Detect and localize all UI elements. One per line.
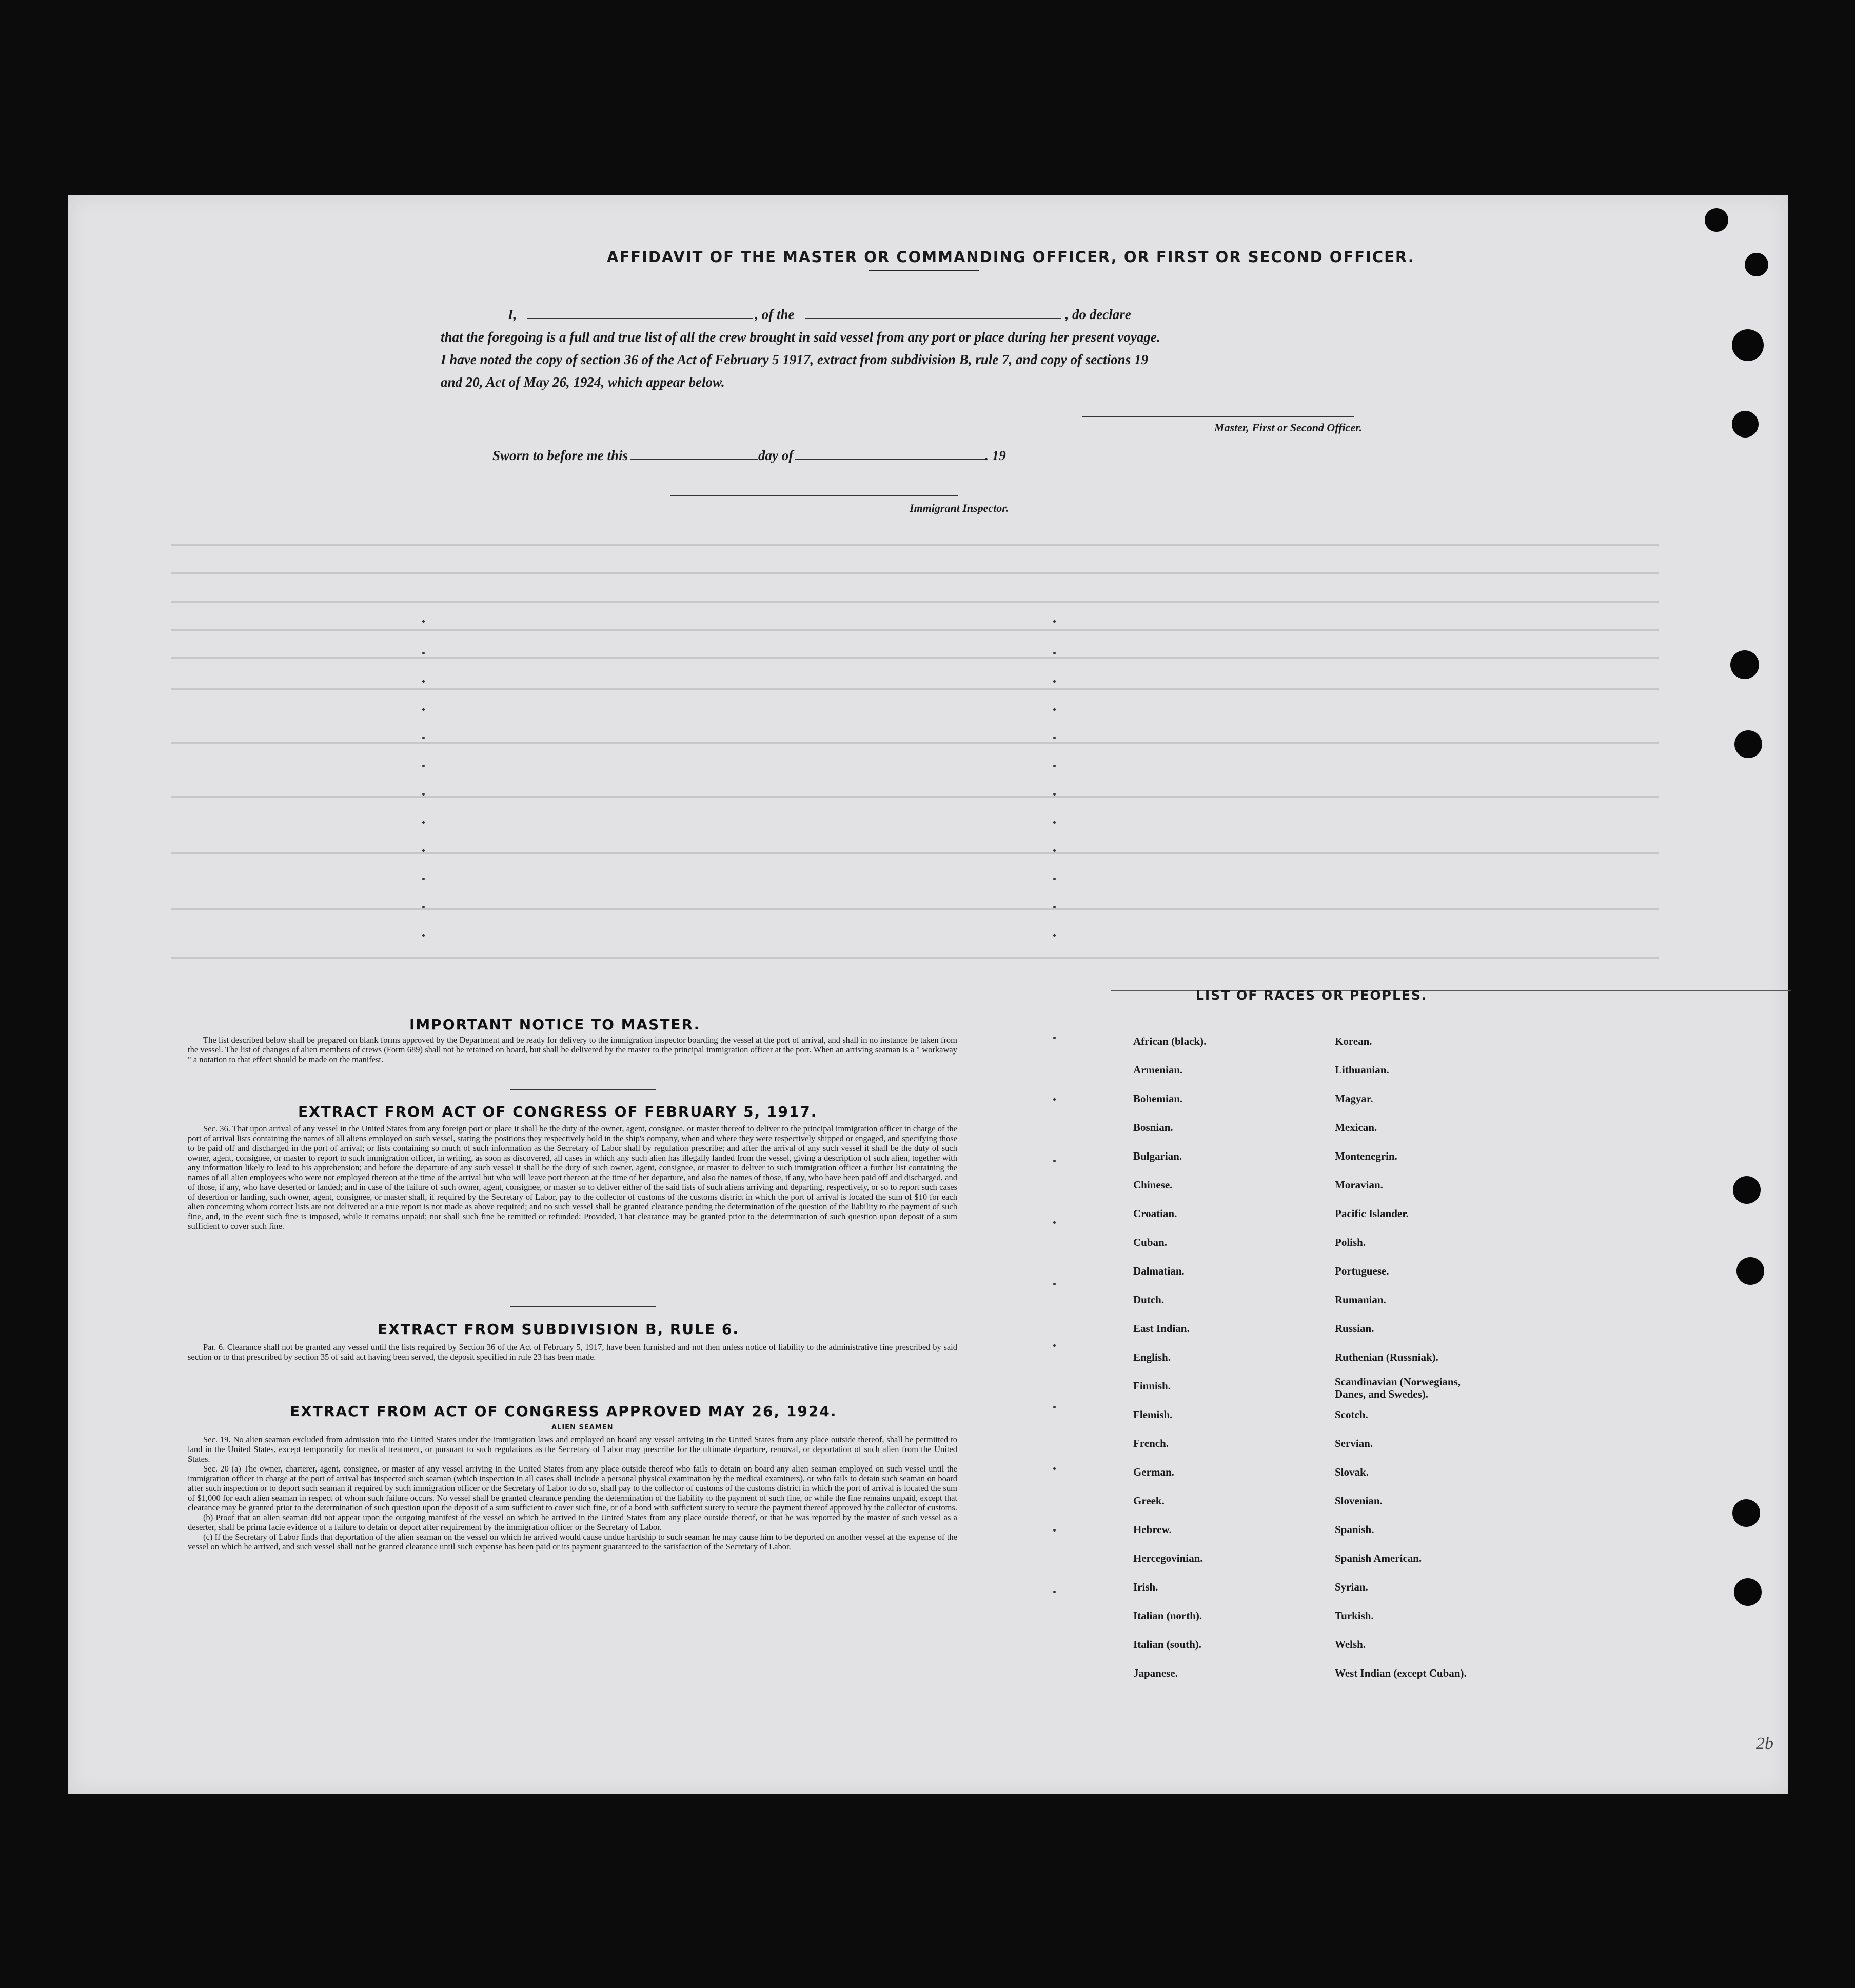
guide-dot — [422, 821, 425, 824]
guide-dot — [1053, 1160, 1056, 1162]
guide-dot — [1053, 906, 1056, 908]
bleed-through-row — [171, 572, 1659, 574]
affidavit-title: AFFIDAVIT OF THE MASTER OR COMMANDING OFFICER, OR FIRST OR SECOND OFFICER. — [607, 248, 1415, 266]
sworn-day-label: day of — [758, 448, 794, 463]
alien-seamen-subtitle: ALIEN SEAMEN — [551, 1424, 614, 1432]
guide-dot — [1053, 708, 1056, 711]
extract-1924-body — [188, 1435, 957, 1552]
guide-dot — [422, 793, 425, 796]
guide-dot — [1053, 680, 1056, 683]
binding-hole — [1733, 1176, 1761, 1204]
race-item: West Indian (except Cuban). — [1335, 1667, 1467, 1679]
race-item: Portuguese. — [1335, 1265, 1389, 1277]
bleed-through-row — [171, 544, 1659, 546]
sec-20b-paragraph: (b) Proof that an alien seaman did not appear upon the outgoing manifest of the vessel on which he arrived in the United States from any place outside thereof, or that he was reported by the master of such vessel as a deserter, shall be prima facie evidence of a failure to detain or deport after requirement by the immigration officer or the Secretary of Labor. — [188, 1513, 957, 1532]
sworn-month-blank[interactable] — [795, 459, 985, 460]
subdivision-body — [188, 1342, 957, 1362]
par-6-paragraph: Par. 6. Clearance shall not be granted any vessel until the lists required by Section 36 of the Act of February 5, 1917, have been furnished and not then unless notice of liability to the administrative fine prescribed by said section or to that prescribed by section 35 of said act having been served, the deposit specified in rule 23 has been made. — [188, 1342, 957, 1362]
guide-dot — [422, 737, 425, 739]
affidavit-line-2: that the foregoing is a full and true list of all the crew brought in said vessel from any port or place during her present voyage. — [441, 329, 1160, 345]
title-underline — [869, 270, 979, 271]
race-item: Bohemian. — [1133, 1092, 1183, 1105]
sec-36-paragraph: Sec. 36. That upon arrival of any vessel in the United States from any foreign port or place it shall be the duty of the owner, agent, consignee, or master thereof to deliver to the principal immigration officer in charge of the port of arrival lists containing the names of all aliens employed on such vessel, stating the positions they respectively hold in the ship's company, when and where they were respectively shipped or engaged, and specifying those to be paid off and discharged in the port of arrival; or lists containing so much of such information as the Secretary of Labor shall by regulation prescribe; and after the arrival of any such vessel it shall be the duty of such owner, agent, consignee, or master to report to such immigration officer, in writing, as soon as discovered, all cases in which any such alien has illegally landed from the vessel, giving a description of such alien, together with any information likely to lead to his apprehension; and before the departure of any such vessel it shall be the duty of such owner, agent, consignee, or master to deliver to such immigration officer a further list containing the names of all alien employees who were not employed thereon at the time of the arrival but who will leave port thereon at the time of her departure, and also the names of those, if any, who have been paid off and discharged, and of those, if any, who have deserted or landed; and in case of the failure of such owner, agent, consignee, or master so to deliver either of the said lists of such aliens arriving and departing, respectively, or so to report such cases of desertion or landing, such owner, agent, consignee, or master shall, if required by the Secretary of Labor, pay to the collector of customs of the customs district in which the port of arrival is located the sum of $10 for each alien concerning whom correct lists are not delivered or a true report is not made as above required; and no such vessel shall be granted clearance pending the determination of the question of the liability to the payment of such fine, and, in the event such fine is imposed, while it remains unpaid; nor shall such fine be remitted or refunded: Provided, That clearance may be granted prior to the determination of such question upon deposit of a sum sufficient to cover such fine. — [188, 1124, 957, 1231]
notice-paragraph: The list described below shall be prepared on blank forms approved by the Department and be ready for delivery to the immigration inspector boarding the vessel at the port of arrival, and shall in no instance be taken from the vessel. The list of changes of alien members of crews (Form 689) shall not be retained on board, but shall be delivered by the master to the principal immigration officer at the port. When an arriving seaman is a " workaway " a notation to that effect should be made on the manifest. — [188, 1035, 957, 1064]
label-declare: , do declare — [1065, 307, 1131, 322]
label-i: I, — [508, 307, 517, 322]
race-item: Magyar. — [1335, 1092, 1373, 1105]
extract-1917-body — [188, 1124, 957, 1231]
sworn-year: . 19 — [985, 448, 1006, 463]
guide-dot — [1053, 821, 1056, 824]
subdivision-title: EXTRACT FROM SUBDIVISION B, RULE 6. — [378, 1321, 739, 1338]
race-item: Spanish American. — [1335, 1552, 1422, 1564]
guide-dot — [1053, 1591, 1056, 1593]
binding-hole — [1732, 329, 1764, 361]
guide-dot — [422, 620, 425, 623]
guide-dot — [422, 652, 425, 654]
sec-19-paragraph: Sec. 19. No alien seaman excluded from admission into the United States under the immigration laws and employed on board any vessel arriving in the United States from any place outside thereof, shall be permitted to land in the United States, except temporarily for medical treatment, or pursuant to such regulations as the Secretary of Labor may prescribe for the ultimate departure, removal, or deportation of such alien from the United States. — [188, 1435, 957, 1464]
extract-1917-title: EXTRACT FROM ACT OF CONGRESS OF FEBRUARY 5, 1917. — [298, 1103, 818, 1120]
guide-dot — [1053, 1037, 1056, 1039]
race-item: Moravian. — [1335, 1179, 1383, 1191]
race-item: English. — [1133, 1351, 1171, 1363]
race-item: Spanish. — [1335, 1523, 1374, 1536]
handwritten-page-mark: 2b — [1756, 1734, 1773, 1753]
sworn-line — [492, 448, 1006, 464]
bleed-through-row — [171, 742, 1659, 744]
guide-dot — [1053, 849, 1056, 852]
guide-dot — [422, 708, 425, 711]
guide-dot — [1053, 1406, 1056, 1408]
race-item: Armenian. — [1133, 1064, 1183, 1076]
bleed-through-row — [171, 852, 1659, 854]
name-blank[interactable] — [527, 317, 753, 319]
signature-label: Master, First or Second Officer. — [1214, 421, 1363, 434]
binding-hole — [1736, 1257, 1764, 1285]
race-item: Turkish. — [1335, 1609, 1374, 1622]
guide-dot — [422, 906, 425, 908]
binding-hole — [1705, 208, 1728, 232]
race-item: Italian (north). — [1133, 1609, 1202, 1622]
section-separator — [510, 1306, 656, 1307]
manifest-sheet — [68, 195, 1788, 1794]
race-item: Flemish. — [1133, 1408, 1173, 1421]
binding-hole — [1730, 650, 1759, 679]
race-item: Bosnian. — [1133, 1121, 1173, 1134]
race-item: Chinese. — [1133, 1179, 1173, 1191]
race-item: Servian. — [1335, 1437, 1373, 1449]
guide-dot — [1053, 1344, 1056, 1347]
guide-dot — [1053, 737, 1056, 739]
race-item: African (black). — [1133, 1035, 1207, 1047]
guide-dot — [1053, 1221, 1056, 1224]
guide-dot — [422, 934, 425, 937]
binding-hole — [1732, 411, 1759, 438]
inspector-label: Immigrant Inspector. — [910, 502, 1009, 514]
race-item: Italian (south). — [1133, 1638, 1202, 1651]
race-item: Croatian. — [1133, 1207, 1177, 1220]
race-item: Dutch. — [1133, 1294, 1165, 1306]
guide-dot — [422, 680, 425, 683]
race-item: Hercegovinian. — [1133, 1552, 1203, 1564]
race-item: Lithuanian. — [1335, 1064, 1389, 1076]
notice-body — [188, 1035, 957, 1064]
guide-dot — [1053, 652, 1056, 654]
sworn-day-blank[interactable] — [630, 459, 758, 460]
race-item: Scandinavian (Norwegians, Danes, and Swedes). — [1335, 1376, 1461, 1400]
race-item: Greek. — [1133, 1495, 1165, 1507]
race-item: Russian. — [1335, 1322, 1374, 1335]
race-item: East Indian. — [1133, 1322, 1190, 1335]
binding-hole — [1732, 1499, 1760, 1527]
race-item: Rumanian. — [1335, 1294, 1386, 1306]
race-item: Finnish. — [1133, 1380, 1171, 1392]
signature-line[interactable] — [1082, 416, 1354, 417]
race-item: Hebrew. — [1133, 1523, 1172, 1536]
guide-dot — [1053, 793, 1056, 796]
affidavit-line-1 — [508, 307, 1131, 323]
race-item: Japanese. — [1133, 1667, 1178, 1679]
affidavit-line-3: I have noted the copy of section 36 of the Act of February 5 1917, extract from subdivision B, rule 7, and copy of sections 19 — [441, 352, 1148, 367]
bleed-through-row — [171, 629, 1659, 631]
race-item: Montenegrin. — [1335, 1150, 1397, 1162]
bleed-through-row — [171, 657, 1659, 659]
affidavit-line-4: and 20, Act of May 26, 1924, which appear below. — [441, 374, 725, 390]
race-item: Korean. — [1335, 1035, 1372, 1047]
extract-1924-title: EXTRACT FROM ACT OF CONGRESS APPROVED MAY 26, 1924. — [290, 1403, 837, 1420]
guide-dot — [1053, 1283, 1056, 1285]
binding-hole — [1734, 1578, 1762, 1606]
race-item: Pacific Islander. — [1335, 1207, 1409, 1220]
vessel-blank[interactable] — [805, 317, 1061, 319]
guide-dot — [1053, 1529, 1056, 1532]
guide-dot — [1053, 765, 1056, 767]
inspector-signature-line[interactable] — [670, 495, 958, 496]
race-item: French. — [1133, 1437, 1169, 1449]
bleed-through-row — [171, 601, 1659, 603]
guide-dot — [422, 878, 425, 880]
races-title: LIST OF RACES OR PEOPLES. — [1196, 988, 1428, 1003]
guide-dot — [1053, 878, 1056, 880]
guide-dot — [1053, 620, 1056, 623]
guide-dot — [1053, 934, 1056, 937]
race-item: Irish. — [1133, 1581, 1158, 1593]
race-item: Cuban. — [1133, 1236, 1167, 1248]
race-item: Dalmatian. — [1133, 1265, 1185, 1277]
race-item: Slovenian. — [1335, 1495, 1383, 1507]
race-item: Welsh. — [1335, 1638, 1366, 1651]
race-item: Ruthenian (Russniak). — [1335, 1351, 1438, 1363]
bleed-through-row — [171, 957, 1659, 959]
binding-hole — [1745, 253, 1768, 276]
sec-20c-paragraph: (c) If the Secretary of Labor finds that deportation of the alien seaman on the vessel on which he arrived would cause undue hardship to such seaman he may cause him to be deported on another vessel at the expense of the vessel on which he arrived, and such vessel shall not be granted clearance until such expense has been paid or its payment guaranteed to the satisfaction of the Secretary of Labor. — [188, 1532, 957, 1552]
notice-title: IMPORTANT NOTICE TO MASTER. — [409, 1016, 701, 1033]
guide-dot — [1053, 1098, 1056, 1101]
label-of: , of the — [755, 307, 795, 322]
race-item: Slovak. — [1335, 1466, 1369, 1478]
race-item: German. — [1133, 1466, 1174, 1478]
race-item: Scotch. — [1335, 1408, 1368, 1421]
race-item: Mexican. — [1335, 1121, 1377, 1134]
bleed-through-row — [171, 908, 1659, 910]
sworn-prefix: Sworn to before me this — [492, 448, 628, 463]
guide-dot — [1053, 1467, 1056, 1470]
section-separator — [510, 1089, 656, 1090]
bleed-through-row — [171, 796, 1659, 798]
race-item: Polish. — [1335, 1236, 1366, 1248]
sec-20a-paragraph: Sec. 20 (a) The owner, charterer, agent, consignee, or master of any vessel arriving in the United States from any place outside thereof who fails to detain on board any alien seaman employed on such vessel until the immigration officer in charge at the port of arrival has inspected such seaman (which inspection in all cases shall include a personal physical examination by the medical examiners), or who fails to detain such seaman on board after such inspection or to deport such seaman if required by such immigration officer or the Secretary of Labor to do so, shall pay to the collector of customs of the customs district in which the port of arrival is located the sum of $1,000 for each alien seaman in respect of whom such failure occurs. No vessel shall be granted clearance pending the determination of the liability to the payment of such fine, or while the fine remains unpaid, except that clearance may be granted prior to the determination of such question upon the deposit of a sum sufficient to cover such fine, or of a bond with sufficient surety to secure the payment thereof approved by the collector of customs. — [188, 1464, 957, 1513]
race-item: Bulgarian. — [1133, 1150, 1182, 1162]
bleed-through-row — [171, 688, 1659, 690]
binding-hole — [1734, 730, 1762, 758]
guide-dot — [422, 849, 425, 852]
race-item: Syrian. — [1335, 1581, 1368, 1593]
guide-dot — [422, 765, 425, 767]
